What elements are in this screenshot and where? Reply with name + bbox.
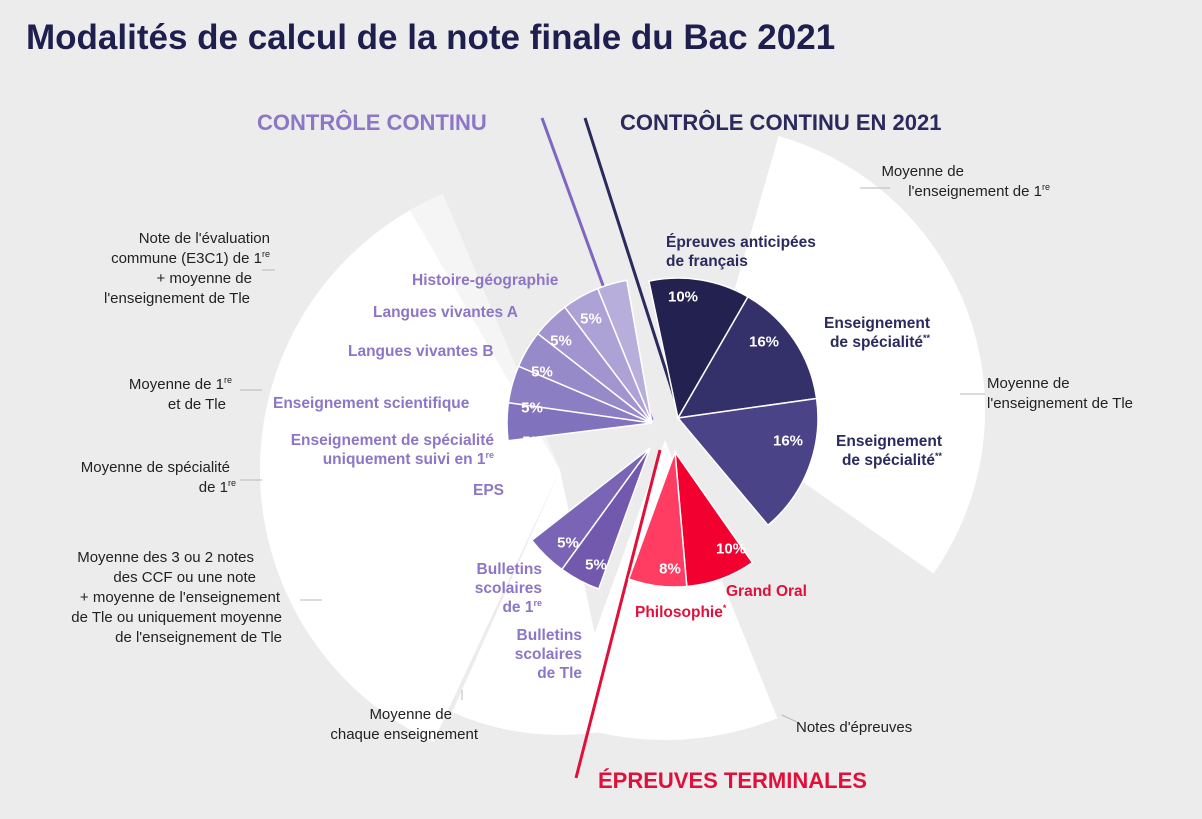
label-line: Enseignement	[836, 433, 942, 450]
section-controle-continu-2021: CONTRÔLE CONTINU EN 2021	[620, 110, 942, 135]
note-chaque-enseignement	[300, 705, 478, 745]
pct-label: 5%	[550, 332, 572, 350]
label-sup: re	[485, 450, 494, 460]
note-text: l'enseignement de 1	[908, 183, 1042, 200]
note-line: et de Tle	[167, 396, 226, 413]
label-line	[800, 451, 942, 470]
label-langues-vivantes-b: Langues vivantes B	[348, 343, 494, 360]
note-sup: re	[261, 249, 270, 259]
label-line: de Tle	[537, 665, 582, 682]
label-enseignement-scientifique: Enseignement scientifique	[273, 395, 470, 412]
label-sup: **	[922, 333, 930, 343]
note-line: Moyenne de	[369, 706, 452, 723]
note-enseignement-tle	[987, 374, 1133, 414]
note-ccf	[20, 548, 282, 648]
pct-label: 5%	[585, 556, 607, 574]
pct-label: 5%	[521, 399, 543, 417]
label-line: Bulletins	[476, 561, 542, 578]
label-line	[440, 598, 542, 617]
note-sup: re	[223, 375, 232, 385]
label-specialite-a	[790, 314, 930, 352]
label-text: de spécialité	[829, 334, 923, 351]
label-line: Enseignement de spécialité	[290, 432, 494, 449]
label-text: de spécialité	[841, 452, 935, 469]
label-text: Philosophie	[635, 604, 723, 621]
label-grand-oral: Grand Oral	[726, 583, 807, 600]
section-controle-continu: CONTRÔLE CONTINU	[257, 110, 487, 135]
label-text: uniquement suivi en 1	[322, 451, 486, 468]
pct-label: 10%	[667, 288, 699, 306]
note-line: chaque enseignement	[330, 726, 478, 743]
note-sup: re	[227, 478, 236, 488]
pie-slices	[507, 278, 818, 589]
note-line: l'enseignement de Tle	[987, 395, 1134, 412]
label-bulletins-tle	[480, 626, 582, 683]
pct-label: 16%	[772, 432, 804, 450]
pct-label: 10%	[715, 540, 747, 558]
label-line: Épreuves anticipées	[666, 234, 816, 251]
note-line: l'enseignement de Tle	[103, 290, 250, 307]
note-line	[60, 375, 232, 395]
page-title: Modalités de calcul de la note finale du Bac 2021	[26, 18, 836, 57]
label-line: de français	[666, 253, 748, 270]
note-line: Moyenne des 3 ou 2 notes	[77, 549, 254, 566]
note-line	[840, 182, 1050, 202]
note-line: de Tle ou uniquement moyenne	[71, 609, 282, 626]
pct-label: 5%	[531, 363, 553, 381]
label-bulletins-1re	[440, 560, 542, 617]
label-specialite-1re	[250, 431, 494, 469]
pct-label: 5%	[580, 310, 602, 328]
label-langues-vivantes-a: Langues vivantes A	[373, 304, 519, 321]
note-line: Moyenne de	[987, 375, 1070, 392]
note-line	[60, 249, 270, 269]
note-line: des CCF ou une note	[113, 569, 256, 586]
label-line: Enseignement	[824, 315, 930, 332]
note-line: + moyenne de l'enseignement	[79, 589, 280, 606]
label-eps: EPS	[473, 482, 505, 499]
note-line: + moyenne de	[156, 270, 252, 287]
note-line: Note de l'évaluation	[138, 230, 270, 247]
note-text: de 1	[198, 479, 228, 496]
note-text: commune (E3C1) de 1	[111, 250, 262, 267]
pct-label: 5%	[533, 466, 555, 484]
note-line: Moyenne de	[881, 163, 964, 180]
label-specialite-b	[800, 432, 942, 470]
label-epreuves-anticipees	[666, 233, 816, 271]
label-histoire-geographie: Histoire-géographie	[412, 272, 559, 289]
pct-label: 8%	[659, 560, 681, 578]
pct-label: 5%	[522, 433, 544, 451]
label-line: scolaires	[474, 580, 542, 597]
label-line	[250, 450, 494, 469]
label-line: Bulletins	[516, 627, 582, 644]
note-line: Moyenne de spécialité	[80, 459, 230, 476]
section-epreuves-terminales: ÉPREUVES TERMINALES	[598, 768, 867, 793]
note-moyenne-specialite	[30, 458, 236, 498]
note-line	[30, 478, 236, 498]
note-moyenne-1re-tle	[60, 375, 232, 415]
label-sup: *	[722, 603, 727, 613]
note-line: de l'enseignement de Tle	[115, 629, 282, 646]
label-sup: **	[934, 451, 942, 461]
note-enseignement-1re	[840, 162, 1050, 202]
label-sup: re	[533, 598, 542, 608]
pct-label: 16%	[748, 333, 780, 351]
note-epreuves: Notes d'épreuves	[796, 719, 913, 736]
note-e3c1	[60, 229, 270, 309]
label-line: scolaires	[514, 646, 582, 663]
note-sup: re	[1041, 182, 1050, 192]
label-philosophie	[635, 603, 726, 622]
label-text: de 1	[502, 599, 534, 616]
annotation-tick	[782, 715, 797, 722]
pct-label: 5%	[557, 534, 579, 552]
label-line	[790, 333, 930, 352]
note-text: Moyenne de 1	[128, 376, 224, 393]
